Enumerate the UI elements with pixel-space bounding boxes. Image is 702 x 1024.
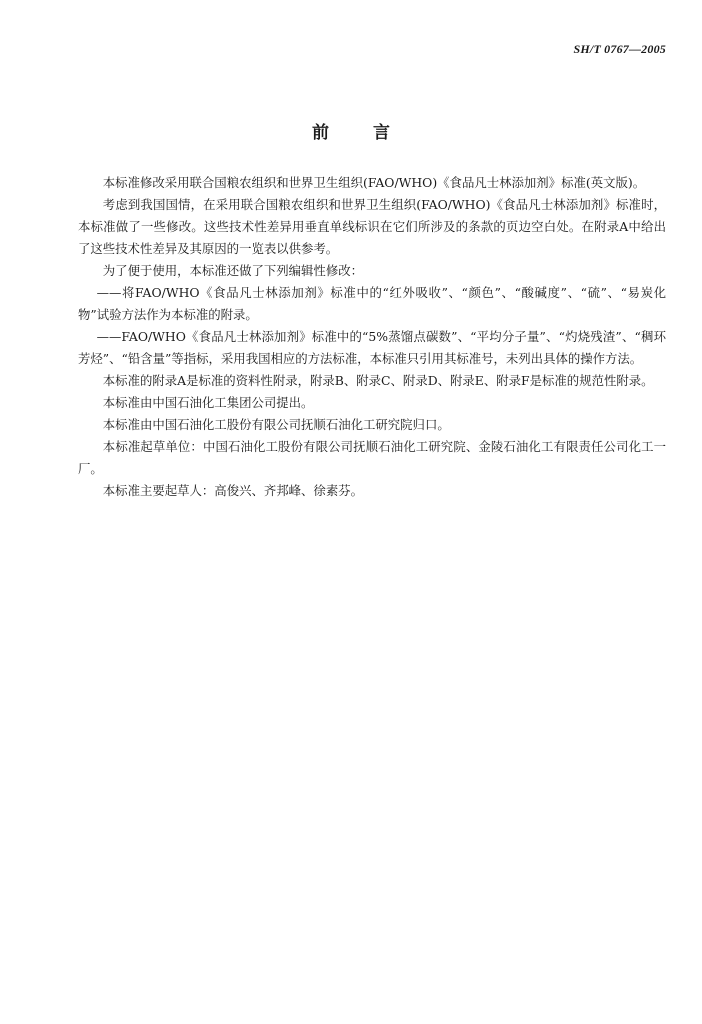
paragraph-adoption: 本标准修改采用联合国粮农组织和世界卫生组织(FAO/WHO)《食品凡士林添加剂》标准(英文版)。	[102, 175, 646, 190]
paragraph-administrator: 本标准由中国石油化工股份有限公司抚顺石油化工研究院归口。	[102, 417, 450, 432]
paragraph-drafters: 本标准主要起草人：高俊兴、齐邦峰、徐素芬。	[102, 483, 363, 498]
paragraph-editorial-item-1: ——将FAO/WHO《食品凡士林添加剂》标准中的“红外吸收”、“颜色”、“酸碱度”、“硫”、“易炭化物”试验方法作为本标准的附录。	[78, 285, 666, 322]
paragraph-editorial-item-2: ——FAO/WHO《食品凡士林添加剂》标准中的“5%蒸馏点碳数”、“平均分子量”、“灼烧残渣”、“稠环芳烃”、“铅含量”等指标，采用我国相应的方法标准，本标准只引用其标准号，未列出具体的操作方法。	[78, 329, 666, 366]
foreword-body	[78, 172, 666, 502]
paragraph-drafting-units: 本标准起草单位：中国石油化工股份有限公司抚顺石油化工研究院、金陵石油化工有限责任公司化工一厂。	[78, 439, 666, 476]
paragraph-proposer: 本标准由中国石油化工集团公司提出。	[102, 395, 314, 410]
paragraph-editorial-intro: 为了便于使用，本标准还做了下列编辑性修改：	[102, 263, 363, 278]
paragraph-appendix: 本标准的附录A是标准的资料性附录，附录B、附录C、附录D、附录E、附录F是标准的规范性附录。	[102, 373, 654, 388]
paragraph-modifications: 考虑到我国国情，在采用联合国粮农组织和世界卫生组织(FAO/WHO)《食品凡士林添加剂》标准时，本标准做了一些修改。这些技术性差异用垂直单线标识在它们所涉及的条款的页边空白处。在附录A中给出了这些技术性差异及其原因的一览表以供参考。	[78, 197, 666, 256]
standard-code: SH/T 0767—2005	[573, 42, 666, 56]
page-title: 前言	[312, 123, 434, 143]
